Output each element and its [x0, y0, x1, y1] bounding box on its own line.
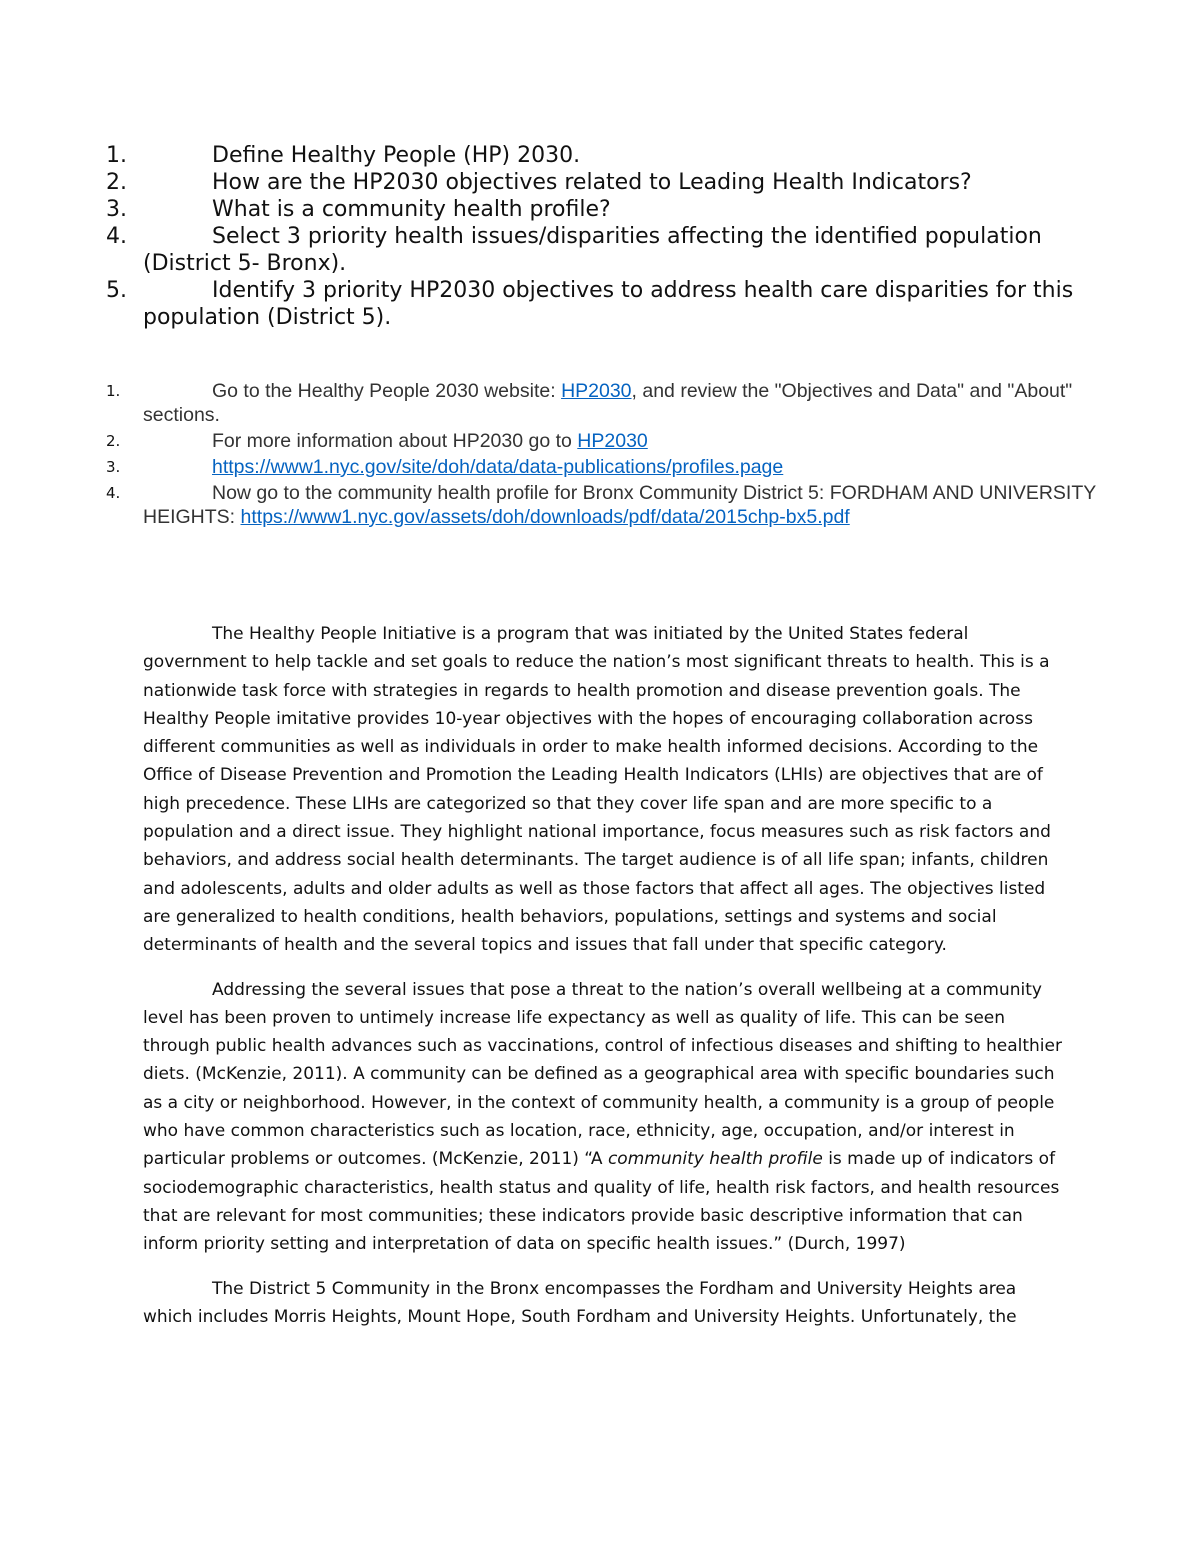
instruction-text-before: Now go to the community health profile for Bronx Community District 5: FORDHAM AND UNIVERSITY HEIGHTS:	[143, 482, 1096, 528]
question-item-1	[106, 142, 1106, 169]
paragraph-2	[143, 976, 1063, 1259]
district-profile-pdf-link[interactable]: https://www1.nyc.gov/assets/doh/downloads/pdf/data/2015chp-bx5.pdf	[240, 506, 850, 528]
paragraph-3: The District 5 Community in the Bronx encompasses the Fordham and University Heights area which includes Morris Heights, Mount Hope, South Fordham and University Heights. Unfortunately, the	[143, 1278, 1017, 1327]
instruction-item-2	[106, 429, 1106, 453]
hp2030-link[interactable]: HP2030	[561, 380, 632, 402]
instruction-text-after: , and review the "Objectives and Data" and "About" sections.	[143, 380, 1073, 426]
hp2030-link[interactable]: HP2030	[577, 430, 648, 452]
instruction-item-3	[106, 455, 1106, 479]
question-number: 1.	[106, 143, 127, 168]
instruction-item-1	[106, 379, 1106, 427]
question-text: Identify 3 priority HP2030 objectives to address health care disparities for this population (District 5).	[143, 278, 1074, 330]
question-number: 2.	[106, 170, 127, 195]
question-list	[106, 142, 1106, 331]
question-text: How are the HP2030 objectives related to Leading Health Indicators?	[212, 170, 972, 195]
question-item-3	[106, 196, 1106, 223]
paragraph-2-part-b: is made up of indicators of sociodemographic characteristics, health status and quality of life, health risk factors, and health resources that are relevant for most communities; these indicators provide basic descriptive information that can inform priority setting and interpretation of data on specific health issues.” (Durch, 1997)	[143, 1149, 1060, 1255]
instruction-text	[143, 379, 1106, 427]
question-number: 3.	[106, 197, 127, 222]
question-item-5	[106, 277, 1106, 331]
profiles-page-link[interactable]: https://www1.nyc.gov/site/doh/data/data-publications/profiles.page	[212, 456, 784, 478]
instruction-number: 3.	[106, 458, 121, 476]
instruction-text	[143, 455, 1106, 479]
instruction-text-before: Go to the Healthy People 2030 website:	[212, 380, 562, 402]
question-item-2	[106, 169, 1106, 196]
question-number: 5.	[106, 278, 127, 303]
instruction-text-before: For more information about HP2030 go to	[212, 430, 578, 452]
question-text: Select 3 priority health issues/disparities affecting the identified population (District 5- Bronx).	[143, 224, 1042, 276]
instruction-list	[106, 379, 1106, 531]
paragraph-1: The Healthy People Initiative is a program that was initiated by the United States federal government to help tackle and set goals to reduce the nation’s most significant threats to health. This is a nationwide task force with strategies in regards to health promotion and disease prevention goals. The Healthy People imitative provides 10-year objectives with the hopes of encouraging collaboration across different communities as well as individuals in order to make health informed decisions. According to the Office of Disease Prevention and Promotion the Leading Health Indicators (LHIs) are objectives that are of high precedence. These LIHs are categorized so that they cover life span and are more specific to a population and a direct issue. They highlight national importance, focus measures such as risk factors and behaviors, and address social health determinants. The target audience is of all life span; infants, children and adolescents, adults and older adults as well as those factors that affect all ages. The objectives listed are generalized to health conditions, health behaviors, populations, settings and systems and social determinants of health and the several topics and issues that fall under that specific category.	[143, 624, 1051, 956]
paragraph-2-emphasis: community health profile	[607, 1149, 823, 1170]
instruction-number: 4.	[106, 484, 121, 502]
question-text: Define Healthy People (HP) 2030.	[212, 143, 581, 168]
instruction-number: 1.	[106, 382, 121, 400]
essay-body	[143, 620, 1063, 1347]
instruction-text	[143, 481, 1106, 529]
instruction-item-4	[106, 481, 1106, 529]
question-text: What is a community health profile?	[212, 197, 611, 222]
paragraph-2-part-a: Addressing the several issues that pose a threat to the nation’s overall wellbeing at a community level has been proven to untimely increase life expectancy as well as quality of life. This can be seen through public health advances such as vaccinations, control of infectious diseases and shifting to healthier diets. (McKenzie, 2011). A community can be defined as a geographical area with specific boundaries such as a city or neighborhood. However, in the context of community health, a community is a group of people who have common characteristics such as location, race, ethnicity, age, occupation, and/or interest in particular problems or outcomes. (McKenzie, 2011) “A	[143, 979, 1062, 1170]
question-number: 4.	[106, 224, 127, 249]
instruction-number: 2.	[106, 432, 121, 450]
question-item-4	[106, 223, 1106, 277]
instruction-text	[143, 429, 1106, 453]
